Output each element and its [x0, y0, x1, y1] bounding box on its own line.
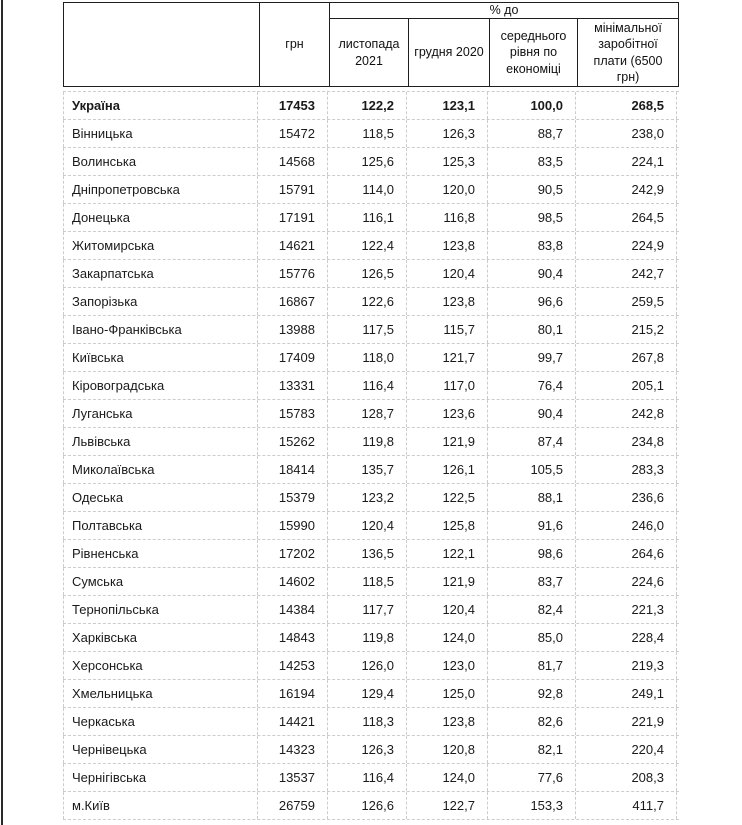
- value-cell: 153,3: [488, 792, 576, 819]
- value-cell: 121,9: [407, 428, 488, 455]
- value-cell: 126,3: [328, 736, 407, 763]
- table-header: [63, 2, 679, 87]
- value-cell: 96,6: [488, 288, 576, 315]
- region-name: Черкаська: [63, 708, 258, 735]
- page-edge-line: [1, 0, 3, 825]
- table-row: [63, 260, 679, 288]
- region-name: Чернігівська: [63, 764, 258, 791]
- value-cell: 87,4: [488, 428, 576, 455]
- region-name: Хмельницька: [63, 680, 258, 707]
- value-cell: 15990: [258, 512, 328, 539]
- value-cell: 259,5: [576, 288, 677, 315]
- value-cell: 116,8: [407, 204, 488, 231]
- table-row: [63, 456, 679, 484]
- value-cell: 126,5: [328, 260, 407, 287]
- value-cell: 99,7: [488, 344, 576, 371]
- table-row: [63, 540, 679, 568]
- table-row: [63, 148, 679, 176]
- value-cell: 283,3: [576, 456, 677, 483]
- value-cell: 82,1: [488, 736, 576, 763]
- value-cell: 264,5: [576, 204, 677, 231]
- value-cell: 126,6: [328, 792, 407, 819]
- value-cell: 119,8: [328, 428, 407, 455]
- value-cell: 14568: [258, 148, 328, 175]
- value-cell: 246,0: [576, 512, 677, 539]
- value-cell: 83,7: [488, 568, 576, 595]
- region-name: Рівненська: [63, 540, 258, 567]
- value-cell: 14421: [258, 708, 328, 735]
- value-cell: 242,8: [576, 400, 677, 427]
- region-name: Чернівецька: [63, 736, 258, 763]
- value-cell: 220,4: [576, 736, 677, 763]
- value-cell: 81,7: [488, 652, 576, 679]
- value-cell: 122,4: [328, 232, 407, 259]
- value-cell: 16194: [258, 680, 328, 707]
- value-cell: 234,8: [576, 428, 677, 455]
- table-row: [63, 428, 679, 456]
- value-cell: 411,7: [576, 792, 677, 819]
- table-row: [63, 204, 679, 232]
- value-cell: 17202: [258, 540, 328, 567]
- value-cell: 105,5: [488, 456, 576, 483]
- region-name: Дніпропетровська: [63, 176, 258, 203]
- value-cell: 224,1: [576, 148, 677, 175]
- table-row: [63, 372, 679, 400]
- table-body: [63, 91, 679, 820]
- value-cell: 121,9: [407, 568, 488, 595]
- value-cell: 13988: [258, 316, 328, 343]
- value-cell: 129,4: [328, 680, 407, 707]
- value-cell: 124,0: [407, 764, 488, 791]
- value-cell: 126,1: [407, 456, 488, 483]
- value-cell: 123,8: [407, 288, 488, 315]
- value-cell: 26759: [258, 792, 328, 819]
- table-row: [63, 484, 679, 512]
- value-cell: 122,1: [407, 540, 488, 567]
- value-cell: 90,5: [488, 176, 576, 203]
- region-name: Харківська: [63, 624, 258, 651]
- value-cell: 224,9: [576, 232, 677, 259]
- wage-table: [63, 2, 679, 820]
- value-cell: 123,6: [407, 400, 488, 427]
- region-name: Закарпатська: [63, 260, 258, 287]
- value-cell: 128,7: [328, 400, 407, 427]
- value-cell: 224,6: [576, 568, 677, 595]
- value-cell: 249,1: [576, 680, 677, 707]
- value-cell: 15776: [258, 260, 328, 287]
- header-vs-min-wage: мінімальної заробітної плати (6500 грн): [577, 19, 678, 86]
- value-cell: 124,0: [407, 624, 488, 651]
- value-cell: 83,5: [488, 148, 576, 175]
- table-row: [63, 568, 679, 596]
- value-cell: 118,5: [328, 568, 407, 595]
- value-cell: 221,3: [576, 596, 677, 623]
- value-cell: 15472: [258, 120, 328, 147]
- value-cell: 14843: [258, 624, 328, 651]
- value-cell: 116,1: [328, 204, 407, 231]
- value-cell: 15783: [258, 400, 328, 427]
- value-cell: 85,0: [488, 624, 576, 651]
- value-cell: 17191: [258, 204, 328, 231]
- value-cell: 123,8: [407, 708, 488, 735]
- value-cell: 126,0: [328, 652, 407, 679]
- region-name: Львівська: [63, 428, 258, 455]
- value-cell: 17453: [258, 92, 328, 119]
- value-cell: 117,0: [407, 372, 488, 399]
- table-row: [63, 232, 679, 260]
- region-name: Донецька: [63, 204, 258, 231]
- table-row: [63, 736, 679, 764]
- value-cell: 215,2: [576, 316, 677, 343]
- header-vs-dec2020: грудня 2020: [408, 19, 489, 86]
- table-row: [63, 120, 679, 148]
- value-cell: 92,8: [488, 680, 576, 707]
- value-cell: 14323: [258, 736, 328, 763]
- value-cell: 18414: [258, 456, 328, 483]
- region-name: Житомирська: [63, 232, 258, 259]
- value-cell: 82,6: [488, 708, 576, 735]
- value-cell: 123,8: [407, 232, 488, 259]
- value-cell: 14602: [258, 568, 328, 595]
- value-cell: 118,3: [328, 708, 407, 735]
- value-cell: 117,5: [328, 316, 407, 343]
- value-cell: 123,1: [407, 92, 488, 119]
- value-cell: 120,4: [407, 596, 488, 623]
- table-row: [63, 344, 679, 372]
- table-row: [63, 512, 679, 540]
- region-name: Тернопільська: [63, 596, 258, 623]
- region-name: Одеська: [63, 484, 258, 511]
- region-name: Запорізька: [63, 288, 258, 315]
- table-row: [63, 176, 679, 204]
- value-cell: 125,3: [407, 148, 488, 175]
- value-cell: 118,5: [328, 120, 407, 147]
- value-cell: 88,1: [488, 484, 576, 511]
- value-cell: 117,7: [328, 596, 407, 623]
- value-cell: 114,0: [328, 176, 407, 203]
- value-cell: 238,0: [576, 120, 677, 147]
- value-cell: 15262: [258, 428, 328, 455]
- value-cell: 90,4: [488, 260, 576, 287]
- value-cell: 116,4: [328, 372, 407, 399]
- region-name: Херсонська: [63, 652, 258, 679]
- value-cell: 119,8: [328, 624, 407, 651]
- value-cell: 122,7: [407, 792, 488, 819]
- header-vs-nov2021: листопада 2021: [329, 19, 408, 86]
- value-cell: 125,0: [407, 680, 488, 707]
- table-row: [63, 624, 679, 652]
- table-row: [63, 596, 679, 624]
- value-cell: 120,4: [407, 260, 488, 287]
- value-cell: 242,7: [576, 260, 677, 287]
- value-cell: 100,0: [488, 92, 576, 119]
- region-name: Волинська: [63, 148, 258, 175]
- value-cell: 123,0: [407, 652, 488, 679]
- value-cell: 88,7: [488, 120, 576, 147]
- region-name: Україна: [63, 92, 258, 119]
- value-cell: 77,6: [488, 764, 576, 791]
- value-cell: 14253: [258, 652, 328, 679]
- table-row: [63, 652, 679, 680]
- value-cell: 205,1: [576, 372, 677, 399]
- value-cell: 122,6: [328, 288, 407, 315]
- header-uah: грн: [259, 3, 329, 86]
- value-cell: 16867: [258, 288, 328, 315]
- value-cell: 13331: [258, 372, 328, 399]
- region-name: Кіровоградська: [63, 372, 258, 399]
- header-vs-avg-economy: середнього рівня по економіці: [489, 19, 577, 86]
- table-row: [63, 400, 679, 428]
- value-cell: 15379: [258, 484, 328, 511]
- value-cell: 125,6: [328, 148, 407, 175]
- value-cell: 221,9: [576, 708, 677, 735]
- table-row: [63, 708, 679, 736]
- value-cell: 123,2: [328, 484, 407, 511]
- table-row: [63, 792, 679, 820]
- value-cell: 83,8: [488, 232, 576, 259]
- value-cell: 14384: [258, 596, 328, 623]
- region-name: Сумська: [63, 568, 258, 595]
- region-name: Київська: [63, 344, 258, 371]
- value-cell: 219,3: [576, 652, 677, 679]
- region-name: Вінницька: [63, 120, 258, 147]
- value-cell: 120,8: [407, 736, 488, 763]
- region-name: м.Київ: [63, 792, 258, 819]
- value-cell: 80,1: [488, 316, 576, 343]
- table-row: [63, 764, 679, 792]
- value-cell: 135,7: [328, 456, 407, 483]
- value-cell: 98,5: [488, 204, 576, 231]
- value-cell: 14621: [258, 232, 328, 259]
- region-name: Луганська: [63, 400, 258, 427]
- value-cell: 122,5: [407, 484, 488, 511]
- table-row: [63, 680, 679, 708]
- value-cell: 228,4: [576, 624, 677, 651]
- value-cell: 268,5: [576, 92, 677, 119]
- value-cell: 125,8: [407, 512, 488, 539]
- value-cell: 118,0: [328, 344, 407, 371]
- value-cell: 120,0: [407, 176, 488, 203]
- value-cell: 98,6: [488, 540, 576, 567]
- value-cell: 208,3: [576, 764, 677, 791]
- value-cell: 90,4: [488, 400, 576, 427]
- value-cell: 264,6: [576, 540, 677, 567]
- value-cell: 91,6: [488, 512, 576, 539]
- value-cell: 236,6: [576, 484, 677, 511]
- value-cell: 126,3: [407, 120, 488, 147]
- value-cell: 82,4: [488, 596, 576, 623]
- value-cell: 115,7: [407, 316, 488, 343]
- value-cell: 15791: [258, 176, 328, 203]
- value-cell: 121,7: [407, 344, 488, 371]
- value-cell: 120,4: [328, 512, 407, 539]
- region-name: Івано-Франківська: [63, 316, 258, 343]
- value-cell: 122,2: [328, 92, 407, 119]
- value-cell: 136,5: [328, 540, 407, 567]
- header-percent-group: % до: [329, 3, 678, 19]
- value-cell: 17409: [258, 344, 328, 371]
- header-region-blank: [64, 3, 259, 86]
- table-row: [63, 92, 679, 120]
- region-name: Полтавська: [63, 512, 258, 539]
- value-cell: 267,8: [576, 344, 677, 371]
- value-cell: 13537: [258, 764, 328, 791]
- table-row: [63, 316, 679, 344]
- value-cell: 116,4: [328, 764, 407, 791]
- region-name: Миколаївська: [63, 456, 258, 483]
- value-cell: 242,9: [576, 176, 677, 203]
- table-row: [63, 288, 679, 316]
- value-cell: 76,4: [488, 372, 576, 399]
